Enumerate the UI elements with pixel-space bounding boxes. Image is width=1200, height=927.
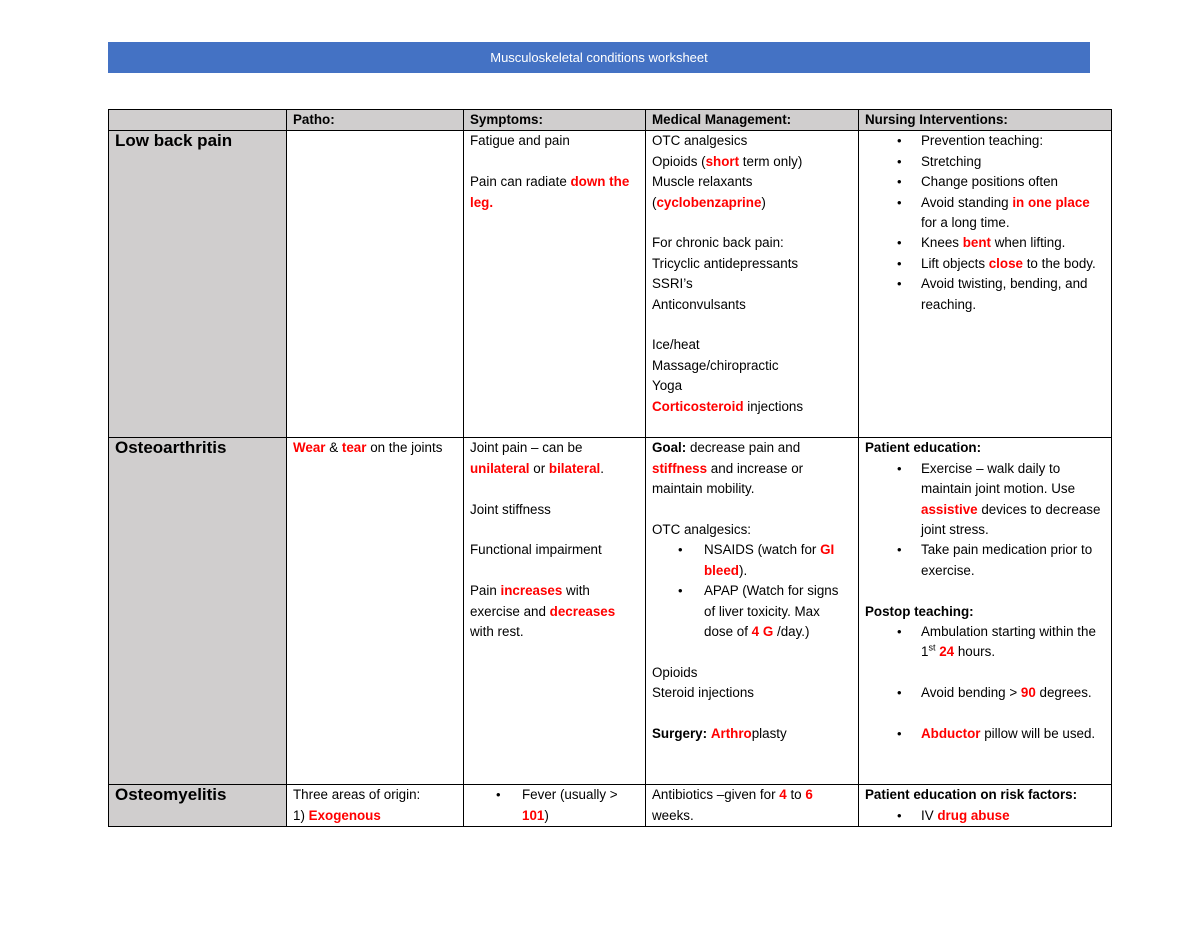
lbp-nursing-cell <box>859 131 1112 438</box>
list-item: • IV drug abuse <box>865 806 1105 826</box>
list-item: • APAP (Watch for signs of liver toxicity. Max dose of 4 G /day.) <box>652 581 852 642</box>
om-symptom-list <box>470 785 639 826</box>
header-blank-cell <box>109 110 287 131</box>
lbp-mgmt-line: Tricyclic antidepressants <box>652 255 799 271</box>
lbp-symptom-line: Pain can radiate down the leg. <box>470 174 630 210</box>
list-item: • Avoid standing in one place for a long time. <box>865 193 1105 234</box>
list-item: • Exercise – walk daily to maintain joint motion. Use assistive devices to decrease joint stress. <box>865 459 1105 541</box>
oa-symptom-line: Pain increases with exercise and decreases with rest. <box>470 583 616 640</box>
list-item: • Ambulation starting within the 1st 24 hours. <box>865 622 1105 663</box>
oa-symptom-line: unilateral or bilateral. <box>470 460 604 476</box>
oa-symptom-line: Joint pain – can be <box>470 440 583 456</box>
header-patho: Patho: <box>287 110 464 131</box>
om-symptoms-cell <box>464 785 646 827</box>
list-item: • Abductor pillow will be used. <box>865 724 1105 744</box>
worksheet-title-banner <box>108 42 1090 73</box>
lbp-mgmt-line: (cyclobenzaprine) <box>652 194 766 210</box>
row-low-back-pain <box>109 131 1112 438</box>
oa-education-list <box>865 459 1105 581</box>
oa-symptoms-cell <box>464 438 646 785</box>
list-item: • Prevention teaching: <box>865 131 1105 151</box>
lbp-mgmt-line: Opioids (short term only) <box>652 153 803 169</box>
oa-mgmt-line: OTC analgesics: <box>652 522 751 538</box>
oa-patient-education-heading: Patient education: <box>865 440 982 456</box>
header-row <box>109 110 1112 131</box>
lbp-mgmt-line: Anticonvulsants <box>652 296 746 312</box>
oa-goal: Goal: decrease pain and stiffness and increase or maintain mobility. <box>652 440 804 497</box>
lbp-symptom-line: Fatigue and pain <box>470 133 570 149</box>
header-medical-management: Medical Management: <box>646 110 859 131</box>
oa-mgmt-line: Opioids <box>652 664 698 680</box>
om-patho-cell <box>287 785 464 827</box>
lbp-mgmt-cell <box>646 131 859 438</box>
list-item: • Lift objects close to the body. <box>865 254 1105 274</box>
oa-patho-cell: Wear & tear on the joints <box>287 438 464 785</box>
lbp-mgmt-line: Corticosteroid injections <box>652 398 804 414</box>
lbp-mgmt-line: Muscle relaxants <box>652 174 753 190</box>
row-osteomyelitis <box>109 785 1112 827</box>
om-mgmt-cell: Antibiotics –given for 4 to 6 weeks. <box>646 785 859 827</box>
oa-mgmt-cell <box>646 438 859 785</box>
lbp-symptoms-cell <box>464 131 646 438</box>
oa-postop-list-2 <box>865 683 1105 703</box>
oa-postop-heading: Postop teaching: <box>865 603 974 619</box>
lbp-mgmt-line: SSRI’s <box>652 276 693 292</box>
om-education-heading: Patient education on risk factors: <box>865 787 1078 803</box>
list-item: • NSAIDS (watch for GI bleed). <box>652 540 852 581</box>
lbp-mgmt-line: OTC analgesics <box>652 133 748 149</box>
list-item: • Change positions often <box>865 172 1105 192</box>
list-item: • Avoid twisting, bending, and reaching. <box>865 274 1105 315</box>
lbp-mgmt-line: For chronic back pain: <box>652 235 784 251</box>
oa-mgmt-line: Steroid injections <box>652 685 754 701</box>
header-symptoms: Symptoms: <box>464 110 646 131</box>
om-education-list <box>865 806 1105 826</box>
oa-nursing-cell <box>859 438 1112 785</box>
lbp-mgmt-line: Ice/heat <box>652 337 700 353</box>
oa-postop-list-3 <box>865 724 1105 744</box>
oa-symptom-line: Functional impairment <box>470 542 602 558</box>
list-item: • Fever (usually > 101) <box>470 785 639 826</box>
om-patho-line: Three areas of origin: <box>293 787 421 803</box>
lbp-patho-cell <box>287 131 464 438</box>
worksheet-table <box>108 109 1112 827</box>
oa-otc-list <box>652 540 852 642</box>
lbp-mgmt-line: Yoga <box>652 378 683 394</box>
row-label-osteomyelitis: Osteomyelitis <box>109 785 287 827</box>
row-label-osteoarthritis: Osteoarthritis <box>109 438 287 785</box>
lbp-nursing-list <box>865 131 1105 315</box>
list-item: • Knees bent when lifting. <box>865 233 1105 253</box>
oa-surgery: Surgery: Arthroplasty <box>652 726 787 742</box>
oa-symptom-line: Joint stiffness <box>470 501 551 517</box>
list-item: • Take pain medication prior to exercise. <box>865 540 1105 581</box>
header-nursing-interventions: Nursing Interventions: <box>859 110 1112 131</box>
worksheet-title: Musculoskeletal conditions worksheet <box>490 50 708 65</box>
lbp-mgmt-line: Massage/chiropractic <box>652 357 779 373</box>
om-nursing-cell <box>859 785 1112 827</box>
row-osteoarthritis <box>109 438 1112 785</box>
row-label-low-back-pain: Low back pain <box>109 131 287 438</box>
list-item: • Avoid bending > 90 degrees. <box>865 683 1105 703</box>
oa-postop-list <box>865 622 1105 663</box>
list-item: • Stretching <box>865 152 1105 172</box>
om-patho-line: 1) Exogenous <box>293 807 381 823</box>
